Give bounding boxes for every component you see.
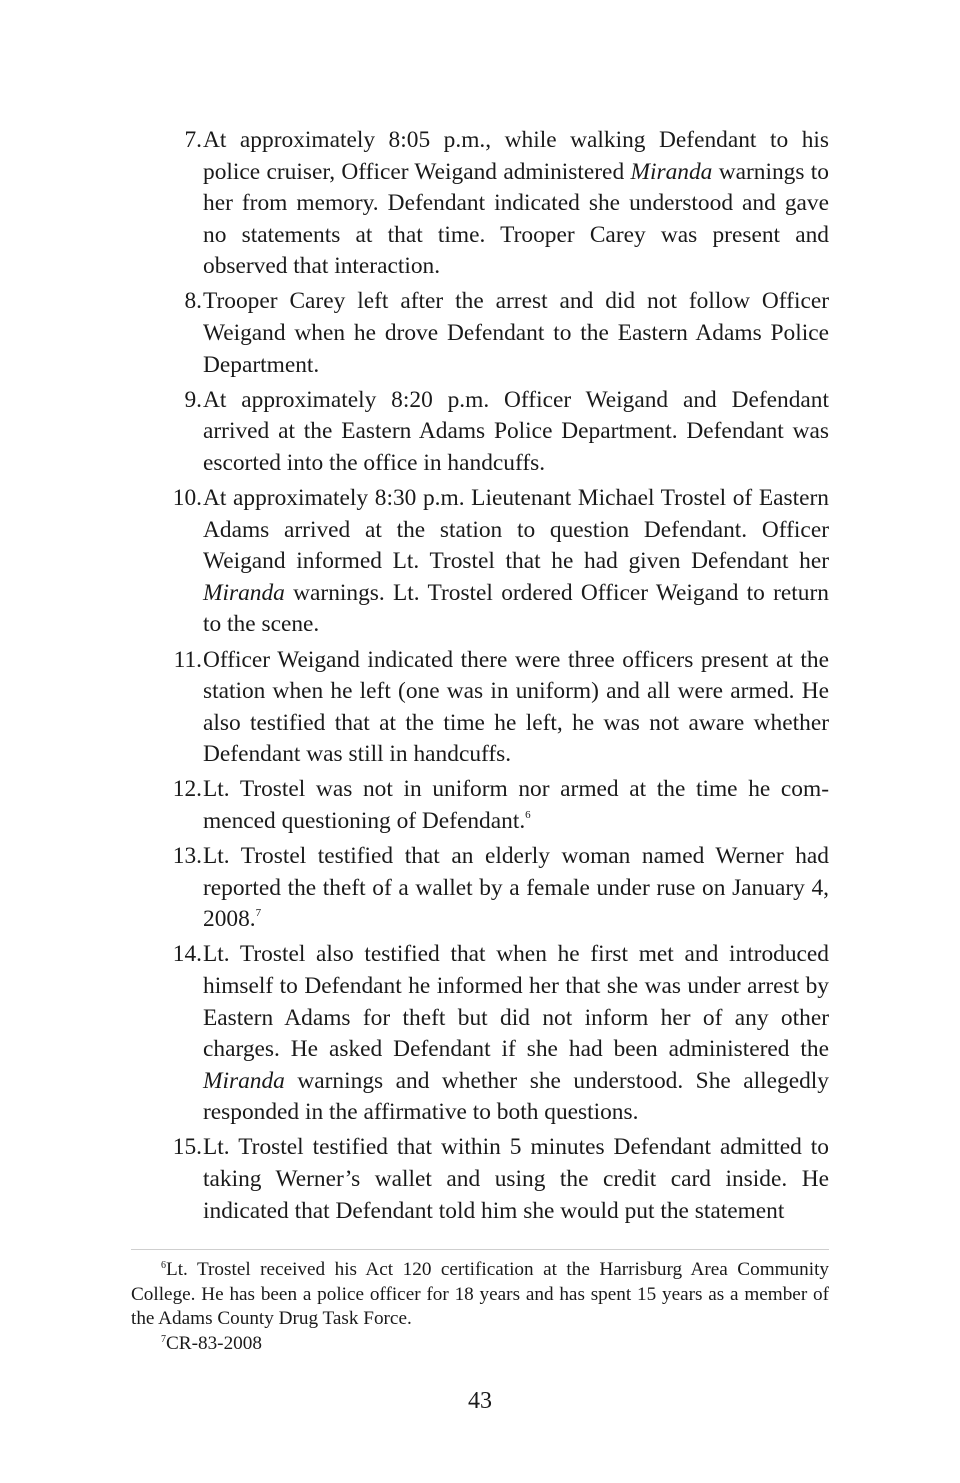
item-text	[203, 1132, 829, 1227]
item-number: 14.	[172, 941, 202, 968]
item-text	[203, 841, 829, 936]
item-number: 15.	[172, 1134, 202, 1161]
footnotes	[131, 1258, 829, 1356]
footnote-6	[131, 1258, 829, 1332]
item-text-run: Officer Weigand indicated there were three officers present at the station when he left (one was in uniform) and all were armed. He also testified that at the time he left, he was not aware whether Defendant was still in handcuffs.	[203, 646, 829, 768]
list-item	[131, 645, 829, 771]
item-text	[203, 125, 829, 283]
item-number: 11.	[173, 646, 202, 673]
italic-case-name: Miranda	[203, 579, 285, 606]
item-text	[203, 483, 829, 641]
page-number: 43	[468, 1388, 492, 1414]
item-text-run: warnings to her from memory. Defendant indicated she understood and gave no statements at that time. Trooper Carey was present and observed that interaction.	[203, 158, 829, 280]
item-number: 10.	[172, 485, 202, 512]
item-text	[203, 385, 829, 480]
item-text-run: At approximately 8:05 p.m., while walking Defendant to his police cruiser, Officer Weigand administered	[203, 127, 829, 185]
item-text-run: Lt. Trostel testified that an elderly woman named Werner had reported the theft of a wallet by a female under ruse on January 4, 2008.	[203, 843, 829, 933]
item-number: 8.	[184, 288, 202, 315]
footnote-divider	[131, 1249, 829, 1250]
numbered-findings-list	[131, 125, 829, 1231]
list-item	[131, 125, 829, 283]
footnote-text: CR-83-2008	[166, 1332, 262, 1354]
list-item	[131, 841, 829, 936]
item-number: 7.	[184, 127, 202, 153]
item-text-run: warnings and whether she understood. She allegedly responded in the affirmative to both questions.	[203, 1067, 829, 1126]
item-text-run: Lt. Trostel testified that within 5 minutes Defendant admitted to taking Werner’s wallet and using the credit card inside. He indicated that Defendant told him she would put the statement	[203, 1134, 829, 1224]
footnote-reference: 7	[255, 907, 262, 920]
footnote-mark: 6	[161, 1260, 166, 1271]
italic-case-name: Miranda	[203, 1067, 285, 1094]
footnote-7	[131, 1332, 829, 1357]
list-item	[131, 774, 829, 837]
item-text-run: Lt. Trostel was not in uniform nor armed at the time he commenced questioning of Defendant.	[203, 776, 829, 834]
footnote-reference: 6	[525, 808, 531, 821]
footnote-text: Lt. Trostel received his Act 120 certification at the Harrisburg Area Community College. He has been a police officer for 18 years and has spent 15 years as a member of the Adams County Drug Task Force.	[131, 1259, 829, 1330]
item-text	[203, 774, 829, 837]
item-text	[203, 645, 829, 771]
list-item	[131, 286, 829, 381]
list-item	[131, 483, 829, 641]
italic-case-name: Miranda	[630, 158, 713, 185]
item-text	[203, 939, 829, 1129]
footnote-mark: 7	[161, 1333, 166, 1345]
item-text	[203, 286, 829, 381]
item-text-run: At approximately 8:30 p.m. Lieutenant Michael Trostel of Eastern Adams arrived at the station to question Defendant. Officer Weigand informed Lt. Trostel that he had given Defendant her	[203, 485, 829, 575]
item-text-run: warnings. Lt. Trostel ordered Officer Weigand to return to the scene.	[203, 579, 829, 638]
list-item	[131, 1132, 829, 1227]
item-number: 13.	[172, 843, 202, 870]
item-text-run: Trooper Carey left after the arrest and did not follow Officer Weigand when he drove Defendant to the Eastern Adams Police Department.	[203, 288, 829, 378]
list-item	[131, 939, 829, 1129]
item-text-run: At approximately 8:20 p.m. Officer Weigand and Defendant arrived at the Eastern Adams Police Department. Defendant was escorted into the office in handcuffs.	[203, 386, 829, 476]
item-number: 9.	[184, 386, 202, 413]
list-item	[131, 385, 829, 480]
item-text-run: Lt. Trostel also testified that when he first met and introduced himself to Defendant he informed her that she was under arrest by Eastern Adams for theft but did not inform her of any other charges. He asked Defendant if she had been administered the	[203, 941, 829, 1063]
item-number: 12.	[172, 776, 202, 803]
